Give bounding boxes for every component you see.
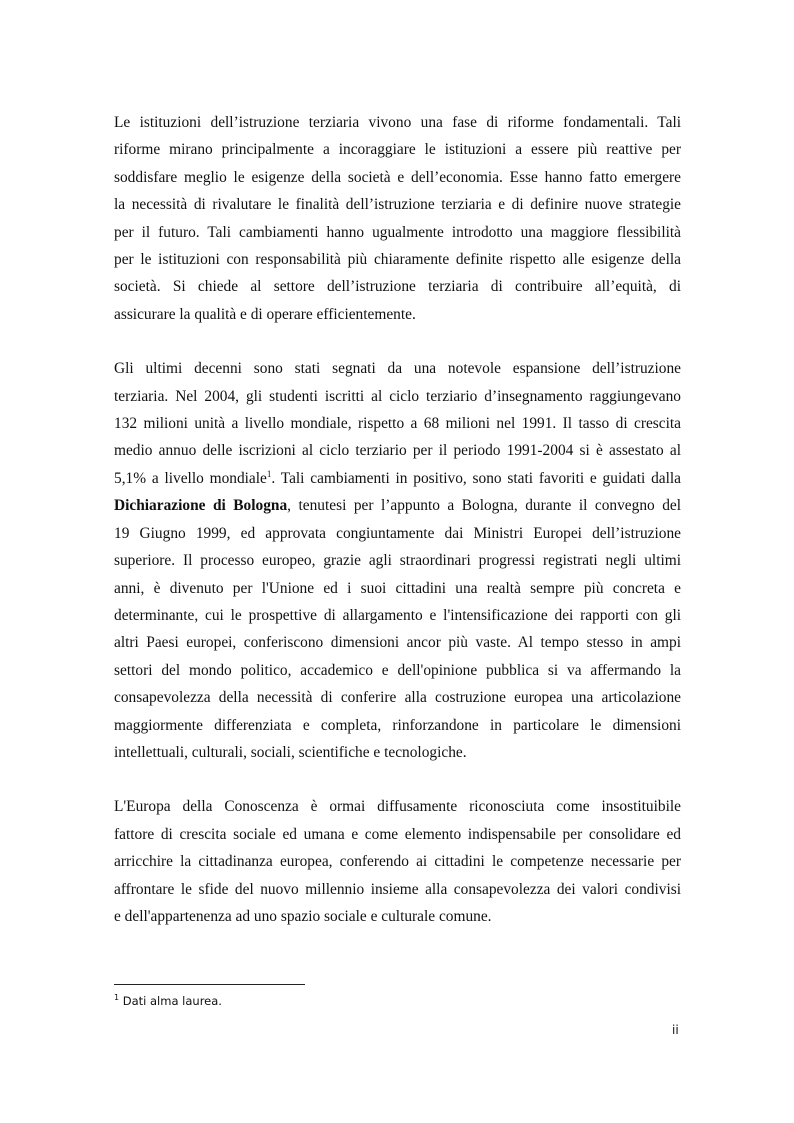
paragraph-line: maggiormente differenziata e completa, rinforzandone in particolare le dimensioni xyxy=(114,716,681,734)
paragraph-line: arricchire la cittadinanza europea, conferendo ai cittadini le competenze necessarie per xyxy=(114,853,681,871)
paragraph-line: fattore di crescita sociale ed umana e come elemento indispensabile per consolidare ed xyxy=(114,825,681,843)
paragraph-line: determinante, cui le prospettive di allargamento e l'intensificazione dei rapporti con gli xyxy=(114,606,681,624)
paragraph-line: 19 Giugno 1999, ed approvata congiuntamente dai Ministri Europei dell’istruzione xyxy=(114,524,681,542)
paragraph-line: Le istituzioni dell’istruzione terziaria vivono una fase di riforme fondamentali. Tali xyxy=(114,114,681,131)
footnote-marker: 1 xyxy=(114,993,120,1003)
paragraph-line: la necessità di rivalutare le finalità dell’istruzione terziaria e di definire nuove strategie xyxy=(114,196,681,214)
paragraph-line: soddisfare meglio le esigenze della società e dell’economia. Esse hanno fatto emergere xyxy=(114,168,681,186)
paragraph-line: consapevolezza della necessità di conferire alla costruzione europea una articolazione xyxy=(114,689,681,707)
paragraph-line: intellettuali, culturali, sociali, scientifiche e tecnologiche. xyxy=(114,743,467,761)
paragraph-line: superiore. Il processo europeo, grazie agli straordinari progressi registrati negli ultimi xyxy=(114,552,681,570)
paragraph-line: L'Europa della Conoscenza è ormai diffusamente riconosciuta come insostituibile xyxy=(114,798,681,816)
line-text: 5,1% a livello mondiale xyxy=(114,469,267,487)
bold-term: Dichiarazione di Bologna xyxy=(114,497,288,515)
footnote xyxy=(114,994,222,1008)
paragraph-line-with-bold xyxy=(114,492,681,519)
paragraph-line: 132 milioni unità a livello mondiale, rispetto a 68 milioni nel 1991. Il tasso di crescita xyxy=(114,415,681,433)
paragraph-1 xyxy=(114,109,681,328)
paragraph-line: anni, è divenuto per l'Unione ed i suoi cittadini una realtà sempre più concreta e xyxy=(114,579,681,597)
paragraph-line: affrontare le sfide del nuovo millennio insieme alla consapevolezza dei valori condivisi xyxy=(114,880,681,898)
paragraph-2 xyxy=(114,355,681,766)
paragraph-line: e dell'appartenenza ad uno spazio sociale e culturale comune. xyxy=(114,907,492,925)
paragraph-line: terziaria. Nel 2004, gli studenti iscritti al ciclo terziario d’insegnamento raggiungevano xyxy=(114,387,681,405)
paragraph-line: settori del mondo politico, accademico e dell'opinione pubblica si va affermando la xyxy=(114,661,681,679)
paragraph-line: riforme mirano principalmente a incoraggiare le istituzioni a essere più reattive per xyxy=(114,141,681,159)
page-number: ii xyxy=(672,1023,679,1037)
paragraph-line: per le istituzioni con responsabilità più chiaramente definite rispetto alle esigenze della xyxy=(114,251,681,269)
footnote-text: Dati alma laurea. xyxy=(119,994,222,1008)
footnote-separator xyxy=(114,984,305,985)
paragraph-3 xyxy=(114,793,681,930)
paragraph-line-with-footnote xyxy=(114,465,681,492)
line-text: , tenutesi per l’appunto a Bologna, durante il convegno del xyxy=(287,497,681,515)
paragraph-line: medio annuo delle iscrizioni al ciclo terziario per il periodo 1991-2004 si è assestato al xyxy=(114,442,681,460)
paragraph-line: Gli ultimi decenni sono stati segnati da una notevole espansione dell’istruzione xyxy=(114,360,681,378)
paragraph-line: società. Si chiede al settore dell’istruzione terziaria di contribuire all’equità, di xyxy=(114,278,681,296)
body-text xyxy=(114,109,681,957)
paragraph-line: per il futuro. Tali cambiamenti hanno ugualmente introdotto una maggiore flessibilità xyxy=(114,223,681,241)
paragraph-line: altri Paesi europei, conferiscono dimensioni ancor più vaste. Al tempo stesso in ampi xyxy=(114,634,681,652)
paragraph-line: assicurare la qualità e di operare efficientemente. xyxy=(114,305,416,323)
line-text: . Tali cambiamenti in positivo, sono stati favoriti e guidati dalla xyxy=(271,469,682,487)
footnote-reference[interactable]: 1 xyxy=(266,468,272,479)
